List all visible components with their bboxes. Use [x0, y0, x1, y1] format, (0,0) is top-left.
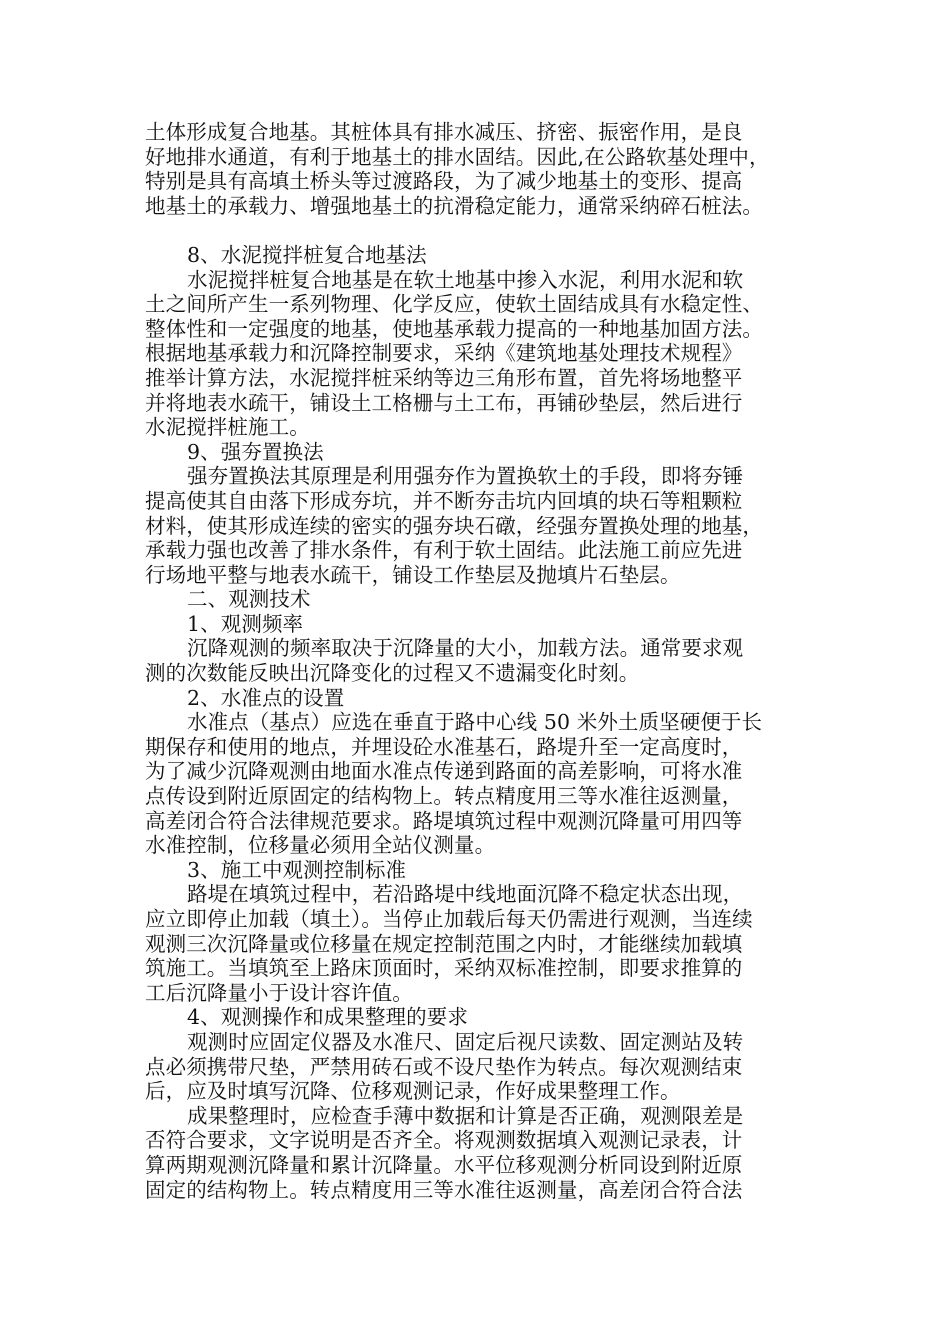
text-line: 水准控制，位移量必须用全站仪测量。 [145, 833, 496, 858]
text-line: 整体性和一定强度的地基，使地基承载力提高的一种地基加固方法。 [145, 316, 763, 341]
text-line: 水泥搅拌桩施工。 [145, 415, 310, 440]
text-line: 土体形成复合地基。其桩体具有排水减压、挤密、振密作用，是良 [145, 120, 743, 144]
blank-line [145, 218, 805, 243]
text-line: 3、施工中观测控制标准 [187, 857, 407, 882]
text-line: 二、观测技术 [187, 587, 311, 612]
text-line: 筑施工。当填筑至上路床顶面时，采纳双标准控制，即要求推算的 [145, 956, 743, 981]
text-line: 工后沉降量小于设计容许值。 [145, 980, 413, 1005]
text-line: 提高使其自由落下形成夯坑，并不断夯击坑内回填的块石等粗颗粒 [145, 488, 743, 513]
text-line: 算两期观测沉降量和累计沉降量。水平位移观测分析同设到附近原 [145, 1152, 743, 1177]
text-line: 为了减少沉降观测由地面水准点传递到路面的高差影响，可将水准 [145, 759, 743, 784]
text-line: 测的次数能反映出沉降变化的过程又不遗漏变化时刻。 [145, 661, 640, 686]
text-line: 后，应及时填写沉降、位移观测记录，作好成果整理工作。 [145, 1079, 681, 1104]
text-line: 8、水泥搅拌桩复合地基法 [187, 242, 427, 267]
document-page [145, 120, 805, 1202]
text-line: 9、强夯置换法 [187, 439, 324, 464]
text-line: 特别是具有高填土桥头等过渡路段，为了减少地基土的变形、提高 [145, 169, 743, 194]
text-line: 点传设到附近原固定的结构物上。转点精度用三等水准往返测量， [145, 784, 743, 809]
text-line: 2、水准点的设置 [187, 685, 345, 710]
text-line: 土之间所产生一系列物理、化学反应，使软土固结成具有水稳定性、 [145, 292, 763, 317]
text-line: 高差闭合符合法律规范要求。路堤填筑过程中观测沉降量可用四等 [145, 808, 743, 833]
text-line: 应立即停止加载（填土）。当停止加载后每天仍需进行观测，当连续 [145, 907, 753, 931]
text-line: 行场地平整与地表水疏干，铺设工作垫层及抛填片石垫层。 [145, 562, 681, 587]
text-line: 路堤在填筑过程中，若沿路堤中线地面沉降不稳定状态出现， [187, 882, 744, 907]
text-line: 1、观测频率 [187, 611, 304, 636]
text-line: 点必须携带尺垫，严禁用砖石或不设尺垫作为转点。每次观测结束 [145, 1054, 743, 1079]
text-line: 承载力强也改善了排水条件，有利于软土固结。此法施工前应先进 [145, 538, 743, 563]
text-line: 否符合要求，文字说明是否齐全。将观测数据填入观测记录表，计 [145, 1128, 743, 1153]
text-line: 4、观测操作和成果整理的要求 [187, 1005, 468, 1030]
text-line: 材料，使其形成连续的密实的强夯块石礅，经强夯置换处理的地基， [145, 513, 763, 538]
text-line: 观测时应固定仪器及水准尺、固定后视尺读数、固定测站及转 [187, 1029, 744, 1054]
text-line: 沉降观测的频率取决于沉降量的大小，加载方法。通常要求观 [187, 636, 744, 661]
text-line: 水准点（基点）应选在垂直于路中心线 50 米外土质坚硬便于长 [187, 710, 763, 735]
text-line: 观测三次沉降量或位移量在规定控制范围之内时，才能继续加载填 [145, 931, 743, 956]
text-line: 好地排水通道，有利于地基土的排水固结。因此,在公路软基处理中， [145, 144, 770, 169]
text-line: 推举计算方法，水泥搅拌桩采纳等边三角形布置，首先将场地整平 [145, 365, 743, 390]
text-line: 并将地表水疏干，铺设土工格栅与土工布，再铺砂垫层，然后进行 [145, 390, 743, 415]
text-line: 期保存和使用的地点，并埋设砼水准基石，路堤升至一定高度时， [145, 734, 743, 759]
text-line: 强夯置换法其原理是利用强夯作为置换软土的手段，即将夯锤 [187, 464, 744, 489]
text-line: 根据地基承载力和沉降控制要求，采纳《建筑地基处理技术规程》 [145, 341, 743, 366]
text-line: 成果整理时，应检查手薄中数据和计算是否正确，观测限差是 [187, 1103, 744, 1128]
text-line: 固定的结构物上。转点精度用三等水准往返测量，高差闭合符合法 [145, 1177, 743, 1202]
text-line: 水泥搅拌桩复合地基是在软土地基中掺入水泥，利用水泥和软 [187, 267, 744, 292]
text-line: 地基土的承载力、增强地基土的抗滑稳定能力，通常采纳碎石桩法。 [145, 193, 763, 218]
